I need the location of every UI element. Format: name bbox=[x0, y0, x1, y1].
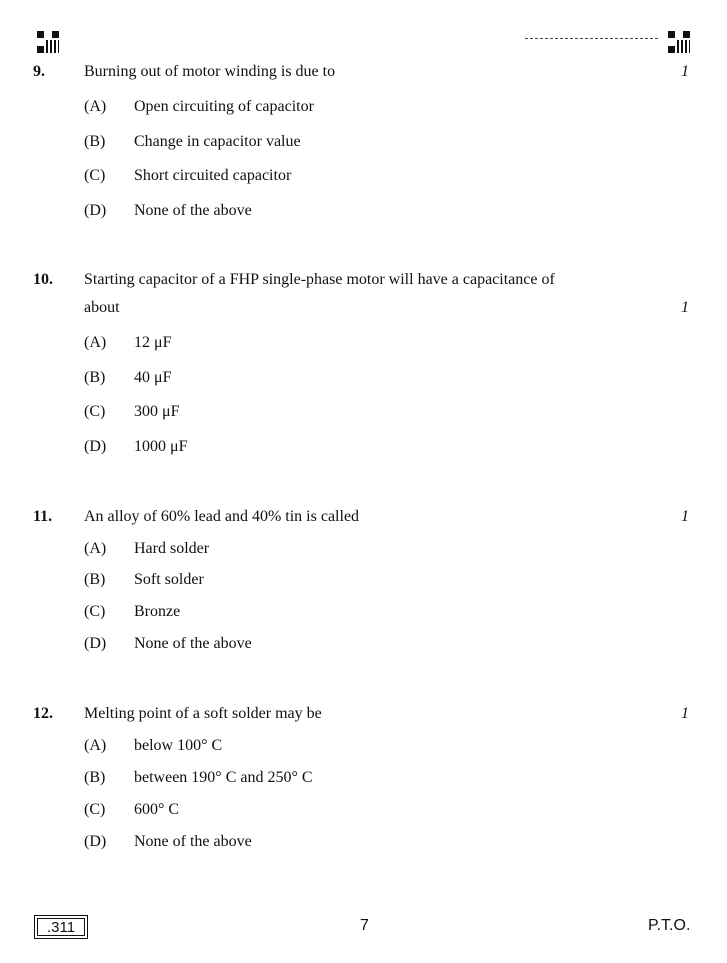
paper-code: .311 bbox=[34, 915, 88, 939]
option-label: (C) bbox=[84, 167, 106, 184]
option-text: between 190° C and 250° C bbox=[134, 769, 313, 786]
option-label: (D) bbox=[84, 635, 107, 652]
option-label: (B) bbox=[84, 369, 106, 386]
question-marks: 1 bbox=[681, 508, 689, 525]
question-text: Burning out of motor winding is due to bbox=[84, 63, 336, 80]
question-text-line-2: about bbox=[84, 299, 120, 316]
pto-label: P.T.O. bbox=[648, 917, 691, 934]
option-label: (D) bbox=[84, 833, 107, 850]
option-text: Short circuited capacitor bbox=[134, 167, 292, 184]
question-marks: 1 bbox=[681, 63, 689, 80]
option-label: (B) bbox=[84, 571, 106, 588]
question-number: 10. bbox=[33, 271, 53, 288]
question-number: 11. bbox=[33, 508, 53, 525]
qr-code-icon bbox=[668, 31, 690, 53]
option-label: (A) bbox=[84, 98, 107, 115]
option-text: 12 μF bbox=[134, 334, 172, 351]
question-number: 9. bbox=[33, 63, 45, 80]
question-number: 12. bbox=[33, 705, 53, 722]
option-text: None of the above bbox=[134, 635, 252, 652]
option-label: (A) bbox=[84, 540, 107, 557]
option-label: (B) bbox=[84, 133, 106, 150]
question-text: Melting point of a soft solder may be bbox=[84, 705, 322, 722]
option-text: Change in capacitor value bbox=[134, 133, 301, 150]
option-label: (B) bbox=[84, 769, 106, 786]
option-text: None of the above bbox=[134, 833, 252, 850]
option-text: Bronze bbox=[134, 603, 181, 620]
header-rule bbox=[525, 38, 658, 39]
option-text: 300 μF bbox=[134, 403, 180, 420]
qr-code-icon bbox=[37, 31, 59, 53]
option-text: 1000 μF bbox=[134, 438, 188, 455]
option-label: (C) bbox=[84, 801, 106, 818]
option-label: (A) bbox=[84, 334, 107, 351]
option-text: Open circuiting of capacitor bbox=[134, 98, 314, 115]
option-label: (A) bbox=[84, 737, 107, 754]
page-number: 7 bbox=[360, 917, 369, 934]
option-label: (C) bbox=[84, 403, 106, 420]
option-text: below 100° C bbox=[134, 737, 223, 754]
option-text: 600° C bbox=[134, 801, 180, 818]
option-text: None of the above bbox=[134, 202, 252, 219]
question-marks: 1 bbox=[681, 705, 689, 722]
option-text: Soft solder bbox=[134, 571, 204, 588]
question-text: An alloy of 60% lead and 40% tin is called bbox=[84, 508, 360, 525]
option-label: (D) bbox=[84, 202, 107, 219]
option-text: 40 μF bbox=[134, 369, 172, 386]
option-text: Hard solder bbox=[134, 540, 210, 557]
question-text-line-1: Starting capacitor of a FHP single-phase motor will have a capacitance of bbox=[84, 271, 555, 288]
option-label: (D) bbox=[84, 438, 107, 455]
question-marks: 1 bbox=[681, 299, 689, 316]
option-label: (C) bbox=[84, 603, 106, 620]
